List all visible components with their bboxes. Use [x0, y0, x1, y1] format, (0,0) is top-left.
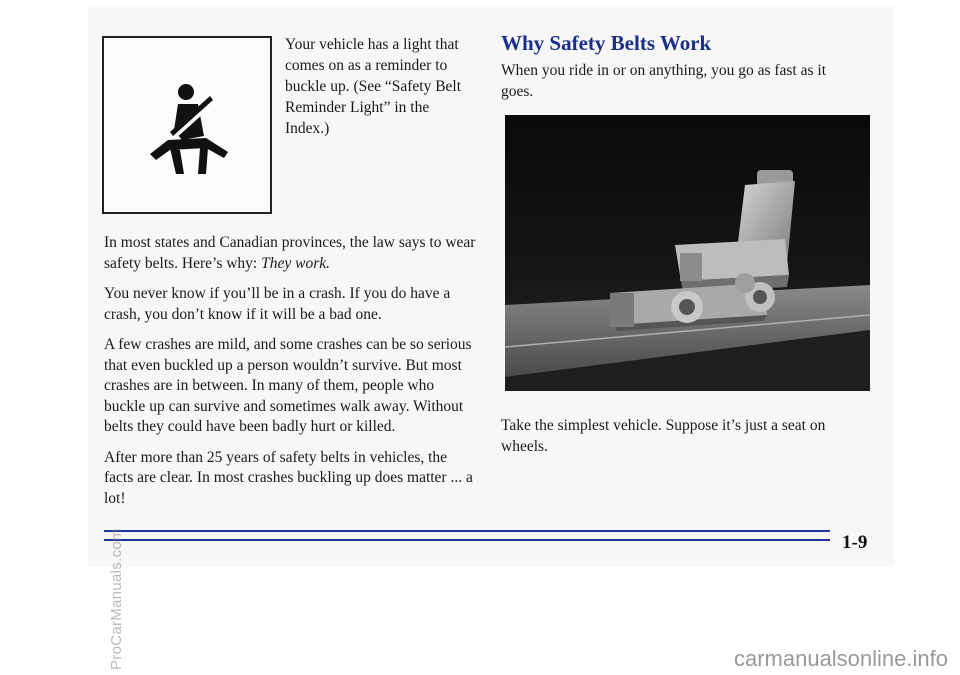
page-number: 1-9 — [842, 532, 868, 553]
footer-watermark: carmanualsonline.info — [733, 646, 948, 671]
seat-belt-reminder-box — [102, 36, 272, 214]
seat-on-wheels-photo — [505, 115, 870, 391]
paragraph: You never know if you’ll be in a crash. If you do have a crash, you don’t know if it will be a bad one. — [104, 285, 451, 323]
seat-belt-icon — [138, 78, 238, 178]
paragraph: A few crashes are mild, and some crashes can be so serious that even buckled up a person wouldn’t survive. But most crashes are in between. In many of them, people who buckle up can survive and sometimes walk away. Without belts they could have been badly hurt or killed. — [104, 336, 472, 435]
footer-rule — [104, 530, 830, 532]
paragraph-text: In most states and Canadian provinces, the law says to wear safety belts. Here’s why: — [104, 234, 476, 272]
paragraph — [104, 233, 476, 274]
footer-rule — [104, 539, 830, 541]
left-column — [104, 233, 476, 519]
side-watermark: ProCarManuals.com — [108, 528, 125, 670]
photo-caption: Take the simplest vehicle. Suppose it’s just a seat on wheels. — [501, 417, 826, 455]
reminder-text: Your vehicle has a light that comes on as a reminder to buckle up. (See “Safety Belt Reminder Light” in the Index.) — [285, 36, 462, 137]
section-intro: When you ride in or on anything, you go as fast as it goes. — [501, 62, 827, 100]
section-heading: Why Safety Belts Work — [501, 31, 712, 55]
paragraph: After more than 25 years of safety belts in vehicles, the facts are clear. In most crashes buckling up does matter ... a lot! — [104, 448, 473, 507]
emphasis-text: They work. — [261, 254, 331, 272]
